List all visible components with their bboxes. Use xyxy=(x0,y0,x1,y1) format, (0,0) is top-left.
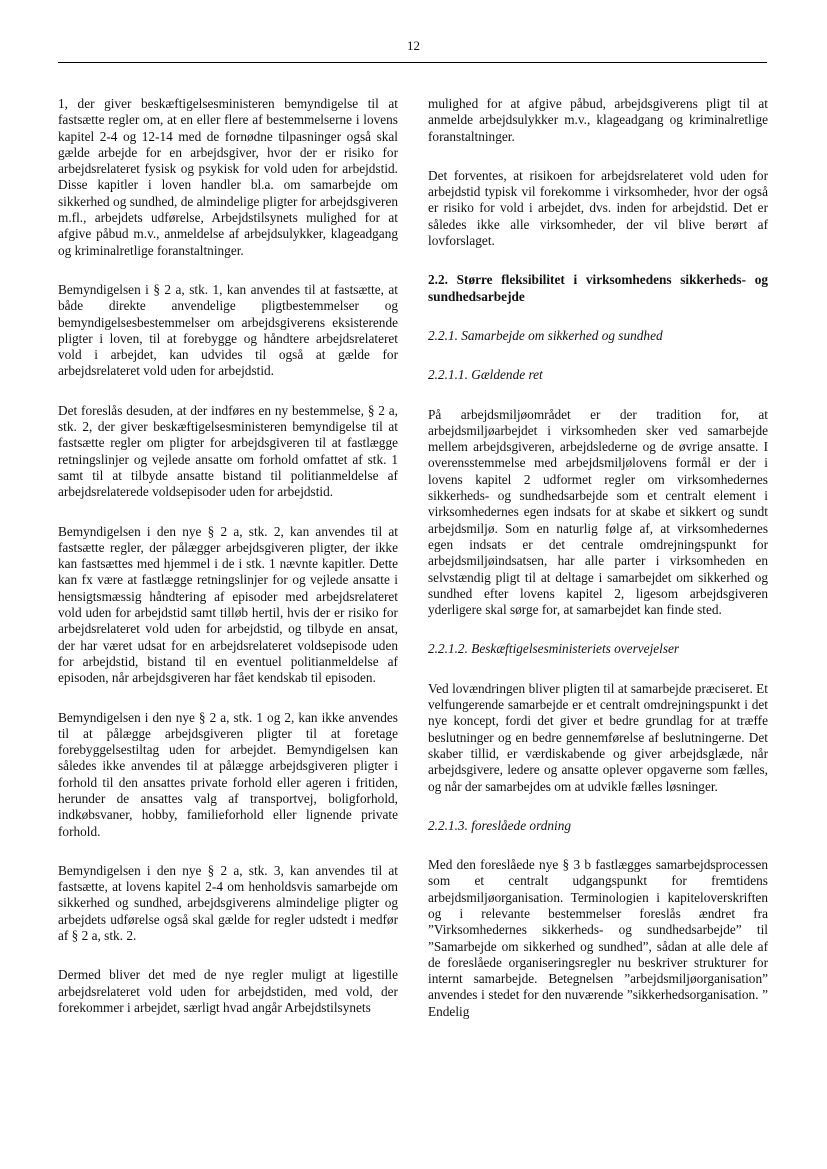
body-paragraph: Bemyndigelsen i den nye § 2 a, stk. 3, kan anvendes til at fastsætte, at lovens kapitel 2-4 om henholdsvis samarbejde om sikkerhed og sundhed, arbejdsgiverens almindelige pligter og arbejdets udførelse også skal gælde for regler udstedt i medfør af § 2 a, stk. 2. xyxy=(58,862,398,944)
body-paragraph: Bemyndigelsen i § 2 a, stk. 1, kan anvendes til at fastsætte, at både direkte anvendelige pligtbestemmelser og bemyndigelsesbestemmelser om arbejdsgiverens eksisterende pligter i loven, til at forebygge og håndtere arbejdsrelateret vold i arbejdet, kan udvides til også at gælde for arbejdsrelateret vold uden for arbejdstid. xyxy=(58,281,398,379)
body-paragraph: 1, der giver beskæftigelsesministeren bemyndigelse til at fastsætte regler om, at en eller flere af bestemmelserne i lovens kapitel 2-4 og 12-14 med de fornødne tilpasninger også skal gælde arbejde for en arbejdsgiver, hvor der er risiko for arbejdsrelateret fysisk og psykisk for vold uden for arbejdstid. Disse kapitler i loven handler bl.a. om samarbejde om sikkerhed og sundhed, de almindelige pligter for arbejdsgiveren m.fl., arbejdets udførelse, Arbejdstilsynets mulighed for at afgive påbud m.v., anmeldelse af arbejdsulykker, klageadgang og kriminalretlige foranstaltninger. xyxy=(58,96,398,258)
section-heading: 2.2. Større fleksibilitet i virksomhedens sikkerheds- og sundhedsarbejde xyxy=(428,272,768,304)
body-paragraph: Med den foreslåede nye § 3 b fastlægges samarbejdsprocessen som et centralt udgangspunkt for fremtidens arbejdsmiljøorganisation. Terminologien i kapiteloverskriften og i relevante bestemmelser foreslås ændret fra ”Virksomhedernes sikkerheds- og sundhedsarbejde” til ”Samarbejde om sikkerhed og sundhed”, sådan at alle dele af de foreslåede organiseringsregler nu beskriver strukturer for internt samarbejde. Betegnelsen ”arbejdsmiljøorganisation” anvendes i stedet for den nuværende ”sikkerhedsorganisation. ” Endelig xyxy=(428,857,768,1019)
body-paragraph: Bemyndigelsen i den nye § 2 a, stk. 1 og 2, kan ikke anvendes til at pålægge arbejdsgiveren pligter til at foretage forebyggelsestiltag uden for arbejdet. Bemyndigelsen kan således ikke anvendes til at pålægge arbejdsgiveren pligter i forhold til den ansattes private forhold eller ageren i fritiden, herunder de ansattes valg af transportvej, boligforhold, indkøbsvaner, hobby, familieforhold eller lignende private forhold. xyxy=(58,709,398,839)
subsection-heading: 2.2.1. Samarbejde om sikkerhed og sundhed xyxy=(428,327,663,343)
body-paragraph: Dermed bliver det med de nye regler muligt at ligestille arbejdsrelateret vold uden for arbejdstiden, med vold, der forekommer i arbejdet, særligt hvad angår Arbejdstilsynets xyxy=(58,967,398,1015)
header-rule xyxy=(58,62,767,63)
left-column xyxy=(58,96,398,1039)
subsubsection-heading: 2.2.1.2. Beskæftigelsesministeriets overvejelser xyxy=(428,641,680,657)
body-paragraph: Det foreslås desuden, at der indføres en ny bestemmelse, § 2 a, stk. 2, der giver beskæftigelsesministeren bemyndigelse til at fastsætte regler om pligter for arbejdsgiveren til at fastlægge retningslinjer og vejlede ansatte om forhold omfattet af stk. 1 samt til at tilbyde ansatte bistand til politianmeldelse af arbejdsrelaterede voldsepisoder uden for arbejdstid. xyxy=(58,402,398,500)
body-paragraph: Bemyndigelsen i den nye § 2 a, stk. 2, kan anvendes til at fastsætte regler, der pålægger arbejdsgiveren pligter, der ikke kan fastsættes med hjemmel i de i stk. 1 nævnte kapitler. Dette kan fx være at fastlægge retningslinjer for og vejlede ansatte i hensigtsmæssig håndtering af episoder med arbejdsrelateret vold uden for arbejdstid samt tilløb hertil, hvis der er risiko for arbejdsrelateret vold uden for arbejdstid, og tilbyde en ansat, der har været udsat for en arbejdsrelateret voldsepisode uden for arbejdstid, bistand til en eventuel politianmeldelse af episoden, når arbejdsgiveren har fået kendskab til episoden. xyxy=(58,523,398,686)
subsubsection-heading: 2.2.1.3. foreslåede ordning xyxy=(428,817,572,833)
page-number: 12 xyxy=(407,38,420,53)
body-paragraph: På arbejdsmiljøområdet er der tradition for, at arbejdsmiljøarbejdet i virksomheden sker ved samarbejde mellem arbejdsgiveren, arbejdslederne og de øvrige ansatte. I overensstemmelse med arbejdsmiljølovens formål er der i lovens kapitel 2 udformet regler om virksomhedernes sikkerheds- og sundhedsarbejde som et centralt element i virksomhedernes egen indsats for at skabe et sikkert og sundt arbejdsmiljø. Som en naturlig følge af, at virksomhedernes egen indsats er det centrale omdrejningspunkt for arbejdsmiljøindsatsen, har alle parter i virksomheden en selvstændig pligt til at deltage i samarbejdet om sikkerhed og sundhed efter lovens kapitel 2, ligesom arbejdsgiveren yderligere skal sørge for, at samarbejdet kan finde sted. xyxy=(428,406,768,618)
body-paragraph: Det forventes, at risikoen for arbejdsrelateret vold uden for arbejdstid typisk vil forekomme i virksomheder, hvor der også er risiko for vold i arbejdet, dvs. inden for arbejdstid. Det er således ikke alle virksomheder, der vil blive berørt af lovforslaget. xyxy=(428,167,768,249)
body-paragraph: Ved lovændringen bliver pligten til at samarbejde præciseret. Et velfungerende samarbejde er et centralt omdrejningspunkt i det nye koncept, fordi det giver et bedre grundlag for at træffe beslutninger og en bedre gennemførelse af beslutningerne. Det skaber tillid, er værdiskabende og giver arbejdsglæde, når arbejdsgivere, ledere og ansatte oplever opgaverne som fælles, og når der samarbejdes om at udvikle fælles løsninger. xyxy=(428,680,768,794)
body-paragraph: mulighed for at afgive påbud, arbejdsgiverens pligt til at anmelde arbejdsulykker m.v., klageadgang og kriminalretlige foranstaltninger. xyxy=(428,96,768,144)
subsubsection-heading: 2.2.1.1. Gældende ret xyxy=(428,367,543,383)
right-column xyxy=(428,96,768,1043)
